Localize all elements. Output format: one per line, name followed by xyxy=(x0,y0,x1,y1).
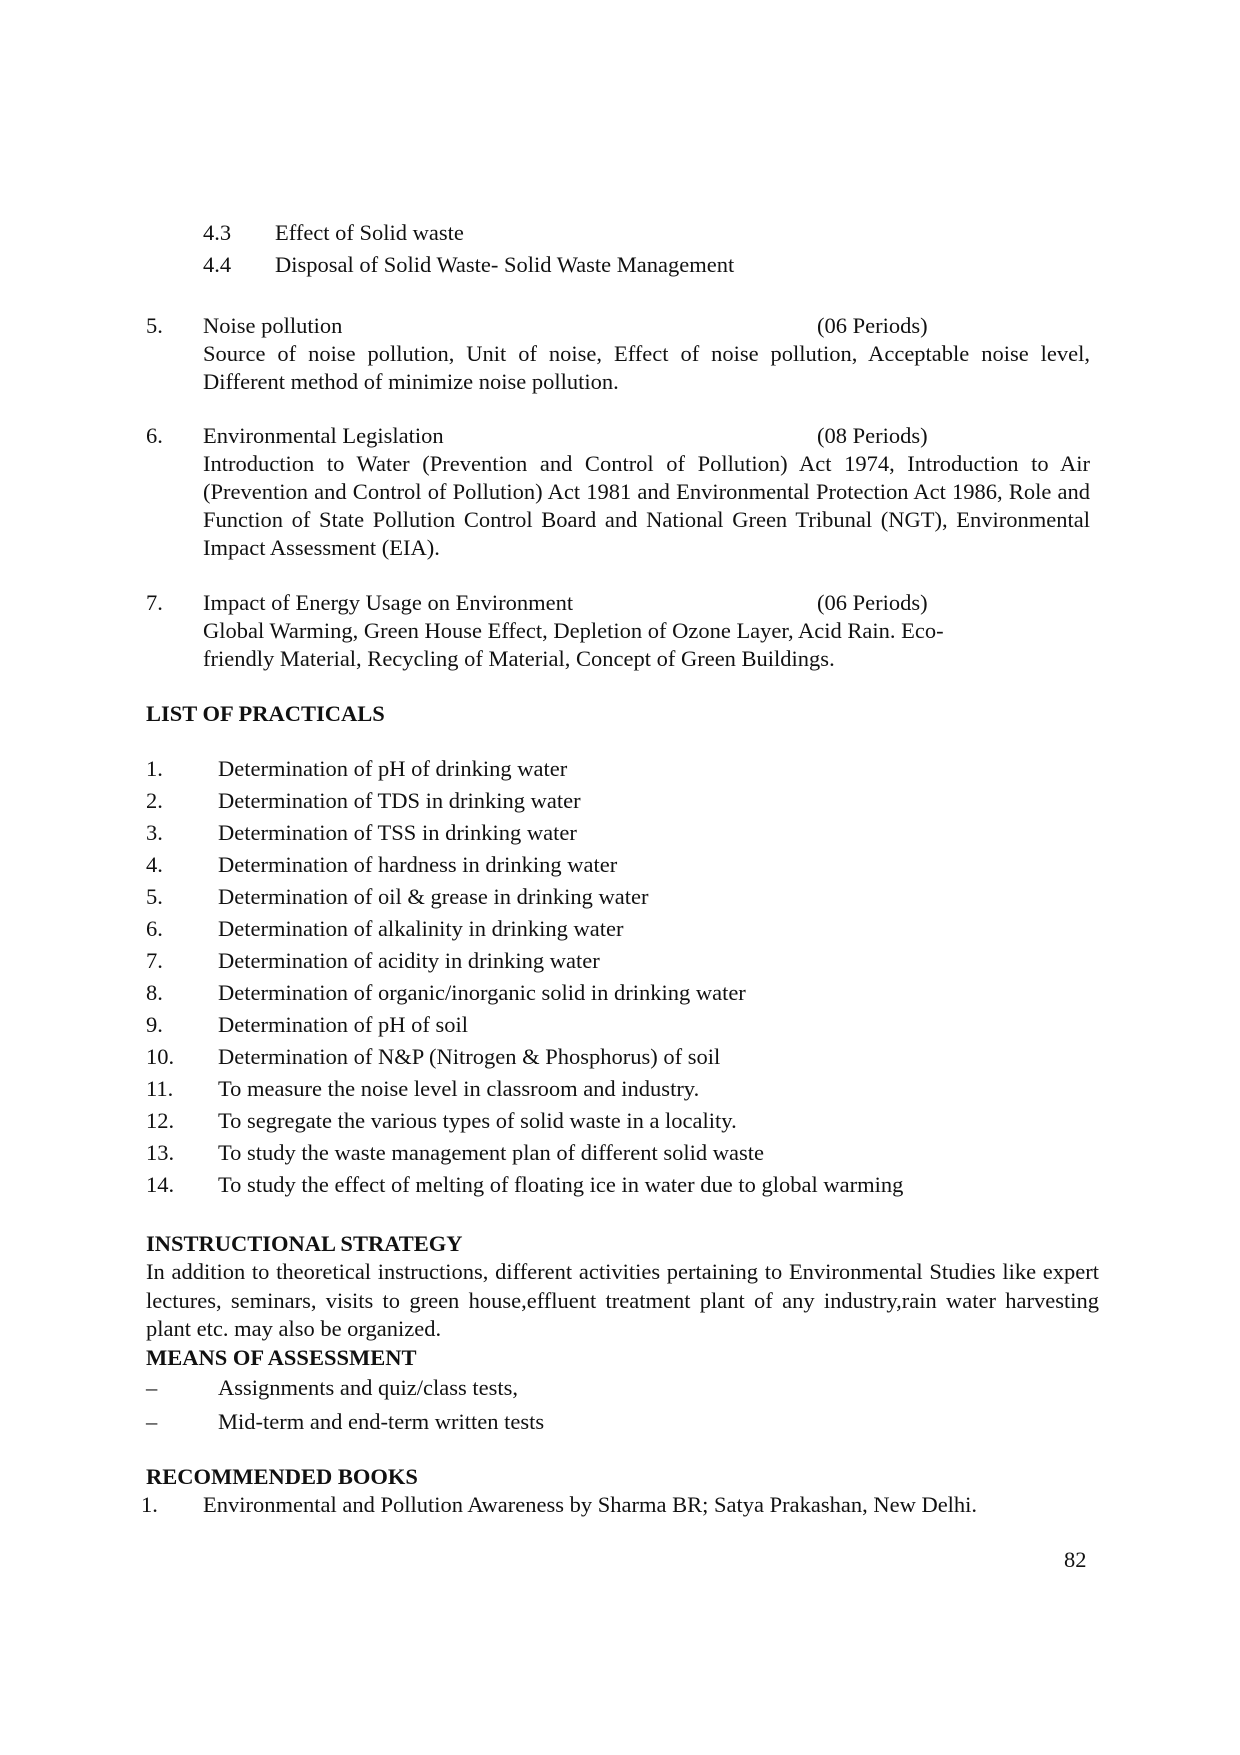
unit-title: Impact of Energy Usage on Environment xyxy=(203,590,574,615)
practical-number: 10. xyxy=(146,1044,175,1069)
practical-number: 6. xyxy=(146,916,163,941)
unit-number: 6. xyxy=(146,423,163,448)
practical-number: 2. xyxy=(146,788,163,813)
books-heading: RECOMMENDED BOOKS xyxy=(146,1464,418,1489)
page-number: 82 xyxy=(1064,1547,1087,1572)
practicals-heading: LIST OF PRACTICALS xyxy=(146,701,385,726)
practical-text: Determination of TDS in drinking water xyxy=(218,788,581,813)
practical-number: 7. xyxy=(146,948,163,973)
practical-text: Determination of N&P (Nitrogen & Phosphorus) of soil xyxy=(218,1044,721,1069)
book-entry: Environmental and Pollution Awareness by Sharma BR; Satya Prakashan, New Delhi. xyxy=(203,1492,978,1517)
practical-text: Determination of alkalinity in drinking water xyxy=(218,916,624,941)
practical-number: 4. xyxy=(146,852,163,877)
assessment-bullet: – xyxy=(146,1375,158,1400)
strategy-heading: INSTRUCTIONAL STRATEGY xyxy=(146,1231,463,1256)
unit-number: 7. xyxy=(146,590,163,615)
practical-number: 12. xyxy=(146,1108,175,1133)
practical-text: To study the waste management plan of different solid waste xyxy=(218,1140,764,1165)
assessment-bullet: – xyxy=(146,1409,158,1434)
practical-number: 13. xyxy=(146,1140,175,1165)
practical-text: Determination of hardness in drinking water xyxy=(218,852,618,877)
unit-title: Noise pollution xyxy=(203,313,343,338)
strategy-body: In addition to theoretical instructions, different activities pertaining to Environmental Studies like expert lectures, seminars, visits to green house,effluent treatment plant of any industry,rain water harvesting plant etc. may also be organized. xyxy=(146,1259,1099,1341)
practical-number: 3. xyxy=(146,820,163,845)
subitem-number: 4.3 xyxy=(203,220,232,245)
practical-number: 9. xyxy=(146,1012,163,1037)
practical-text: Determination of organic/inorganic solid in drinking water xyxy=(218,980,746,1005)
assessment-item: Mid-term and end-term written tests xyxy=(218,1409,545,1434)
unit-periods: (08 Periods) xyxy=(817,423,928,448)
practical-number: 8. xyxy=(146,980,163,1005)
practical-text: Determination of pH of drinking water xyxy=(218,756,568,781)
unit-body: Source of noise pollution, Unit of noise, Effect of noise pollution, Acceptable noise level, Different method of minimize noise pollution. xyxy=(203,341,1090,394)
unit-periods: (06 Periods) xyxy=(817,590,928,615)
practical-text: To study the effect of melting of floating ice in water due to global warming xyxy=(218,1172,904,1197)
practical-number: 5. xyxy=(146,884,163,909)
subitem-number: 4.4 xyxy=(203,252,232,277)
practical-text: Determination of acidity in drinking water xyxy=(218,948,600,973)
assessment-heading: MEANS OF ASSESSMENT xyxy=(146,1345,417,1370)
practical-number: 1. xyxy=(146,756,163,781)
unit-body-line: Global Warming, Green House Effect, Depletion of Ozone Layer, Acid Rain. Eco- xyxy=(203,618,944,643)
practical-number: 14. xyxy=(146,1172,175,1197)
practical-text: Determination of pH of soil xyxy=(218,1012,468,1037)
assessment-item: Assignments and quiz/class tests, xyxy=(218,1375,518,1400)
unit-body: Introduction to Water (Prevention and Control of Pollution) Act 1974, Introduction to Air (Prevention and Control of Pollution) Act 1981 and Environmental Protection Act 1986, Role and Function of State Pollution Control Board and National Green Tribunal (NGT), Environmental Impact Assessment (EIA). xyxy=(203,451,1090,560)
practical-text: To measure the noise level in classroom and industry. xyxy=(218,1076,700,1101)
unit-body-line: friendly Material, Recycling of Material, Concept of Green Buildings. xyxy=(203,646,835,671)
unit-title: Environmental Legislation xyxy=(203,423,444,448)
practical-text: Determination of TSS in drinking water xyxy=(218,820,577,845)
practical-text: To segregate the various types of solid waste in a locality. xyxy=(218,1108,737,1133)
unit-periods: (06 Periods) xyxy=(817,313,928,338)
practical-text: Determination of oil & grease in drinking water xyxy=(218,884,649,909)
book-number: 1. xyxy=(141,1492,158,1517)
practical-number: 11. xyxy=(146,1076,174,1101)
subitem-text: Effect of Solid waste xyxy=(275,220,464,245)
subitem-text: Disposal of Solid Waste- Solid Waste Management xyxy=(275,252,735,277)
unit-number: 5. xyxy=(146,313,163,338)
